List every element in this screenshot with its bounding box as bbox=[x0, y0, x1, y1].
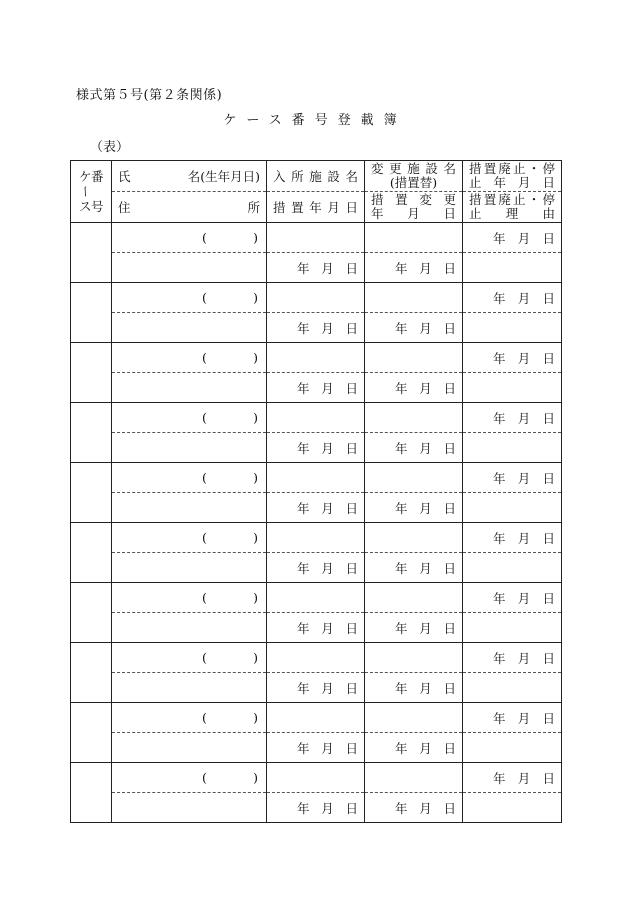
year-label: 年 bbox=[493, 350, 506, 366]
year-label: 年 bbox=[395, 380, 408, 396]
name-cell[interactable] bbox=[112, 763, 267, 793]
month-label: 月 bbox=[419, 380, 432, 396]
address-cell[interactable] bbox=[112, 253, 267, 283]
day-label: 日 bbox=[443, 620, 456, 636]
month-label: 月 bbox=[517, 470, 531, 486]
day-label: 日 bbox=[542, 770, 555, 786]
paren-open: ( bbox=[202, 710, 207, 725]
facility-cell[interactable] bbox=[267, 283, 365, 313]
day-label: 日 bbox=[345, 740, 358, 756]
month-label: 月 bbox=[321, 680, 334, 696]
case-number-cell[interactable] bbox=[71, 463, 112, 523]
month-label: 月 bbox=[419, 260, 432, 276]
abolish-date-cell[interactable] bbox=[463, 523, 562, 553]
paren-open: ( bbox=[202, 290, 207, 305]
day-label: 日 bbox=[345, 440, 358, 456]
paren-close: ) bbox=[253, 770, 258, 785]
change-facility-cell[interactable] bbox=[365, 643, 463, 673]
case-number-header: ケ ー ス番 号 bbox=[71, 161, 112, 223]
table-row bbox=[71, 703, 562, 733]
month-label: 月 bbox=[517, 770, 531, 786]
facility-header: 入 所 施 設 名 bbox=[267, 161, 365, 192]
month-label: 月 bbox=[419, 740, 432, 756]
change-measure-date-cell[interactable] bbox=[365, 673, 463, 703]
address-cell[interactable] bbox=[112, 313, 267, 343]
day-label: 日 bbox=[542, 470, 555, 486]
abolish-reason-cell[interactable] bbox=[463, 313, 562, 343]
abolish-date-cell[interactable] bbox=[463, 643, 562, 673]
year-label: 年 bbox=[395, 500, 408, 516]
form-label: 様式第５号(第２条関係) bbox=[76, 88, 223, 103]
change-measure-date-cell[interactable] bbox=[365, 553, 463, 583]
name-cell[interactable] bbox=[112, 223, 267, 253]
change-measure-date-cell[interactable] bbox=[365, 253, 463, 283]
address-cell[interactable] bbox=[112, 553, 267, 583]
paren-close: ) bbox=[253, 710, 258, 725]
abolish-date-cell[interactable] bbox=[463, 223, 562, 253]
admission-date-cell[interactable] bbox=[267, 673, 365, 703]
day-label: 日 bbox=[443, 740, 456, 756]
change-facility-cell[interactable] bbox=[365, 223, 463, 253]
paren-open: ( bbox=[202, 650, 207, 665]
year-label: 年 bbox=[297, 680, 310, 696]
month-label: 月 bbox=[321, 380, 334, 396]
month-label: 月 bbox=[517, 290, 531, 306]
day-label: 日 bbox=[345, 500, 358, 516]
month-label: 月 bbox=[321, 440, 334, 456]
day-label: 日 bbox=[542, 350, 555, 366]
abolish-reason-cell[interactable] bbox=[463, 613, 562, 643]
paren-close: ) bbox=[253, 650, 258, 665]
abolish-reason-cell[interactable] bbox=[463, 253, 562, 283]
facility-cell[interactable] bbox=[267, 463, 365, 493]
name-cell[interactable] bbox=[112, 463, 267, 493]
day-label: 日 bbox=[345, 800, 358, 816]
day-label: 日 bbox=[345, 680, 358, 696]
facility-cell[interactable] bbox=[267, 763, 365, 793]
paren-close: ) bbox=[253, 410, 258, 425]
change-facility-cell[interactable] bbox=[365, 583, 463, 613]
day-label: 日 bbox=[542, 590, 555, 606]
year-label: 年 bbox=[493, 530, 506, 546]
facility-cell[interactable] bbox=[267, 403, 365, 433]
table-row bbox=[71, 463, 562, 493]
year-label: 年 bbox=[493, 230, 506, 246]
table-row bbox=[71, 373, 562, 403]
abolish-reason-cell[interactable] bbox=[463, 673, 562, 703]
abolish-reason-cell[interactable] bbox=[463, 793, 562, 823]
month-label: 月 bbox=[517, 230, 531, 246]
month-label: 月 bbox=[321, 800, 334, 816]
change-facility-header: 変 更 施 設 名 (措置替) bbox=[365, 161, 463, 192]
paren-open: ( bbox=[202, 590, 207, 605]
paren-close: ) bbox=[253, 350, 258, 365]
change-measure-date-cell[interactable] bbox=[365, 793, 463, 823]
change-measure-date-cell[interactable] bbox=[365, 313, 463, 343]
facility-cell[interactable] bbox=[267, 223, 365, 253]
abolish-date-cell[interactable] bbox=[463, 583, 562, 613]
change-facility-cell[interactable] bbox=[365, 283, 463, 313]
day-label: 日 bbox=[345, 620, 358, 636]
year-label: 年 bbox=[395, 680, 408, 696]
address-cell[interactable] bbox=[112, 613, 267, 643]
table-row bbox=[71, 283, 562, 313]
name-cell[interactable] bbox=[112, 283, 267, 313]
case-number-cell[interactable] bbox=[71, 283, 112, 343]
case-number-cell[interactable] bbox=[71, 403, 112, 463]
name-cell[interactable] bbox=[112, 583, 267, 613]
change-measure-date-cell[interactable] bbox=[365, 493, 463, 523]
year-label: 年 bbox=[493, 290, 506, 306]
table-row bbox=[71, 733, 562, 763]
abolish-reason-cell[interactable] bbox=[463, 553, 562, 583]
case-number-cell[interactable] bbox=[71, 763, 112, 823]
year-label: 年 bbox=[297, 380, 310, 396]
table-row bbox=[71, 583, 562, 613]
admission-date-cell[interactable] bbox=[267, 493, 365, 523]
day-label: 日 bbox=[443, 560, 456, 576]
month-label: 月 bbox=[517, 350, 531, 366]
address-header: 住 所 bbox=[112, 192, 267, 223]
page-title: ケース番号登載簿 bbox=[223, 113, 407, 128]
table-row bbox=[71, 673, 562, 703]
table-row bbox=[71, 223, 562, 253]
admission-date-cell[interactable] bbox=[267, 553, 365, 583]
table-row bbox=[71, 493, 562, 523]
admission-date-cell[interactable] bbox=[267, 313, 365, 343]
facility-cell[interactable] bbox=[267, 583, 365, 613]
name-cell[interactable] bbox=[112, 523, 267, 553]
table-row bbox=[71, 343, 562, 373]
facility-cell[interactable] bbox=[267, 703, 365, 733]
month-label: 月 bbox=[321, 500, 334, 516]
change-facility-cell[interactable] bbox=[365, 463, 463, 493]
day-label: 日 bbox=[542, 650, 555, 666]
admission-date-header: 措 置 年 月 日 bbox=[267, 192, 365, 223]
day-label: 日 bbox=[443, 500, 456, 516]
year-label: 年 bbox=[493, 590, 506, 606]
table-row bbox=[71, 763, 562, 793]
name-cell[interactable] bbox=[112, 403, 267, 433]
change-facility-cell[interactable] bbox=[365, 343, 463, 373]
abolish-date-cell[interactable] bbox=[463, 343, 562, 373]
day-label: 日 bbox=[443, 800, 456, 816]
month-label: 月 bbox=[321, 740, 334, 756]
day-label: 日 bbox=[542, 710, 555, 726]
year-label: 年 bbox=[297, 620, 310, 636]
case-number-cell[interactable] bbox=[71, 523, 112, 583]
day-label: 日 bbox=[443, 260, 456, 276]
year-label: 年 bbox=[297, 260, 310, 276]
address-cell[interactable] bbox=[112, 493, 267, 523]
month-label: 月 bbox=[419, 320, 432, 336]
paren-close: ) bbox=[253, 530, 258, 545]
day-label: 日 bbox=[443, 320, 456, 336]
day-label: 日 bbox=[345, 560, 358, 576]
address-cell[interactable] bbox=[112, 433, 267, 463]
name-cell[interactable] bbox=[112, 343, 267, 373]
address-cell[interactable] bbox=[112, 673, 267, 703]
name-header: 氏 名(生年月日) bbox=[112, 161, 267, 192]
case-number-cell[interactable] bbox=[71, 583, 112, 643]
month-label: 月 bbox=[517, 710, 531, 726]
day-label: 日 bbox=[542, 290, 555, 306]
year-label: 年 bbox=[297, 440, 310, 456]
month-label: 月 bbox=[419, 620, 432, 636]
abolish-reason-cell[interactable] bbox=[463, 433, 562, 463]
month-label: 月 bbox=[419, 800, 432, 816]
day-label: 日 bbox=[542, 410, 555, 426]
admission-date-cell[interactable] bbox=[267, 253, 365, 283]
paren-close: ) bbox=[253, 290, 258, 305]
year-label: 年 bbox=[297, 560, 310, 576]
year-label: 年 bbox=[297, 740, 310, 756]
paren-close: ) bbox=[253, 230, 258, 245]
abolish-reason-cell[interactable] bbox=[463, 493, 562, 523]
month-label: 月 bbox=[321, 620, 334, 636]
month-label: 月 bbox=[419, 440, 432, 456]
change-measure-date-cell[interactable] bbox=[365, 373, 463, 403]
table-row bbox=[71, 613, 562, 643]
month-label: 月 bbox=[321, 560, 334, 576]
name-cell[interactable] bbox=[112, 643, 267, 673]
facility-cell[interactable] bbox=[267, 523, 365, 553]
abolish-date-header: 措 置 廃 止 ・ 停 止 年 月 日 bbox=[463, 161, 562, 192]
table-row bbox=[71, 403, 562, 433]
year-label: 年 bbox=[297, 320, 310, 336]
abolish-date-cell[interactable] bbox=[463, 463, 562, 493]
day-label: 日 bbox=[345, 380, 358, 396]
paren-open: ( bbox=[202, 470, 207, 485]
day-label: 日 bbox=[443, 380, 456, 396]
case-number-cell[interactable] bbox=[71, 703, 112, 763]
table-row bbox=[71, 433, 562, 463]
month-label: 月 bbox=[419, 560, 432, 576]
month-label: 月 bbox=[517, 530, 531, 546]
paren-open: ( bbox=[202, 530, 207, 545]
case-number-cell[interactable] bbox=[71, 643, 112, 703]
admission-date-cell[interactable] bbox=[267, 793, 365, 823]
month-label: 月 bbox=[419, 680, 432, 696]
year-label: 年 bbox=[395, 320, 408, 336]
paren-close: ) bbox=[253, 590, 258, 605]
year-label: 年 bbox=[395, 620, 408, 636]
day-label: 日 bbox=[345, 260, 358, 276]
year-label: 年 bbox=[297, 500, 310, 516]
admission-date-cell[interactable] bbox=[267, 733, 365, 763]
change-measure-date-cell[interactable] bbox=[365, 733, 463, 763]
abolish-date-cell[interactable] bbox=[463, 283, 562, 313]
address-cell[interactable] bbox=[112, 373, 267, 403]
admission-date-cell[interactable] bbox=[267, 613, 365, 643]
year-label: 年 bbox=[395, 800, 408, 816]
abolish-date-cell[interactable] bbox=[463, 703, 562, 733]
abolish-reason-cell[interactable] bbox=[463, 373, 562, 403]
address-cell[interactable] bbox=[112, 793, 267, 823]
table-row bbox=[71, 553, 562, 583]
month-label: 月 bbox=[517, 590, 531, 606]
month-label: 月 bbox=[517, 650, 531, 666]
year-label: 年 bbox=[493, 710, 506, 726]
day-label: 日 bbox=[443, 440, 456, 456]
change-measure-header: 措 置 変 更 年 月 日 bbox=[365, 192, 463, 223]
abolish-reason-cell[interactable] bbox=[463, 733, 562, 763]
change-facility-cell[interactable] bbox=[365, 763, 463, 793]
change-measure-date-cell[interactable] bbox=[365, 433, 463, 463]
admission-date-cell[interactable] bbox=[267, 373, 365, 403]
paren-open: ( bbox=[202, 770, 207, 785]
abolish-date-cell[interactable] bbox=[463, 763, 562, 793]
day-label: 日 bbox=[542, 530, 555, 546]
abolish-reason-header: 措 置 廃 止 ・ 停 止 理 由 bbox=[463, 192, 562, 223]
address-cell[interactable] bbox=[112, 733, 267, 763]
day-label: 日 bbox=[443, 680, 456, 696]
month-label: 月 bbox=[321, 320, 334, 336]
year-label: 年 bbox=[493, 650, 506, 666]
facility-cell[interactable] bbox=[267, 643, 365, 673]
name-cell[interactable] bbox=[112, 703, 267, 733]
side-label: （表） bbox=[90, 140, 130, 155]
table-row bbox=[71, 253, 562, 283]
abolish-date-cell[interactable] bbox=[463, 403, 562, 433]
year-label: 年 bbox=[297, 800, 310, 816]
facility-cell[interactable] bbox=[267, 343, 365, 373]
month-label: 月 bbox=[517, 410, 531, 426]
year-label: 年 bbox=[493, 410, 506, 426]
year-label: 年 bbox=[493, 470, 506, 486]
paren-open: ( bbox=[202, 230, 207, 245]
paren-close: ) bbox=[253, 470, 258, 485]
paren-open: ( bbox=[202, 350, 207, 365]
month-label: 月 bbox=[321, 260, 334, 276]
year-label: 年 bbox=[493, 770, 506, 786]
year-label: 年 bbox=[395, 740, 408, 756]
case-number-cell[interactable] bbox=[71, 223, 112, 283]
change-facility-cell[interactable] bbox=[365, 703, 463, 733]
year-label: 年 bbox=[395, 260, 408, 276]
year-label: 年 bbox=[395, 440, 408, 456]
change-facility-cell[interactable] bbox=[365, 403, 463, 433]
change-facility-cell[interactable] bbox=[365, 523, 463, 553]
month-label: 月 bbox=[419, 500, 432, 516]
table-row bbox=[71, 643, 562, 673]
year-label: 年 bbox=[395, 560, 408, 576]
table-row bbox=[71, 793, 562, 823]
table-row bbox=[71, 523, 562, 553]
day-label: 日 bbox=[345, 320, 358, 336]
case-number-cell[interactable] bbox=[71, 343, 112, 403]
change-measure-date-cell[interactable] bbox=[365, 613, 463, 643]
case-number-ledger-table bbox=[70, 160, 562, 823]
day-label: 日 bbox=[542, 230, 555, 246]
paren-open: ( bbox=[202, 410, 207, 425]
table-row bbox=[71, 313, 562, 343]
admission-date-cell[interactable] bbox=[267, 433, 365, 463]
